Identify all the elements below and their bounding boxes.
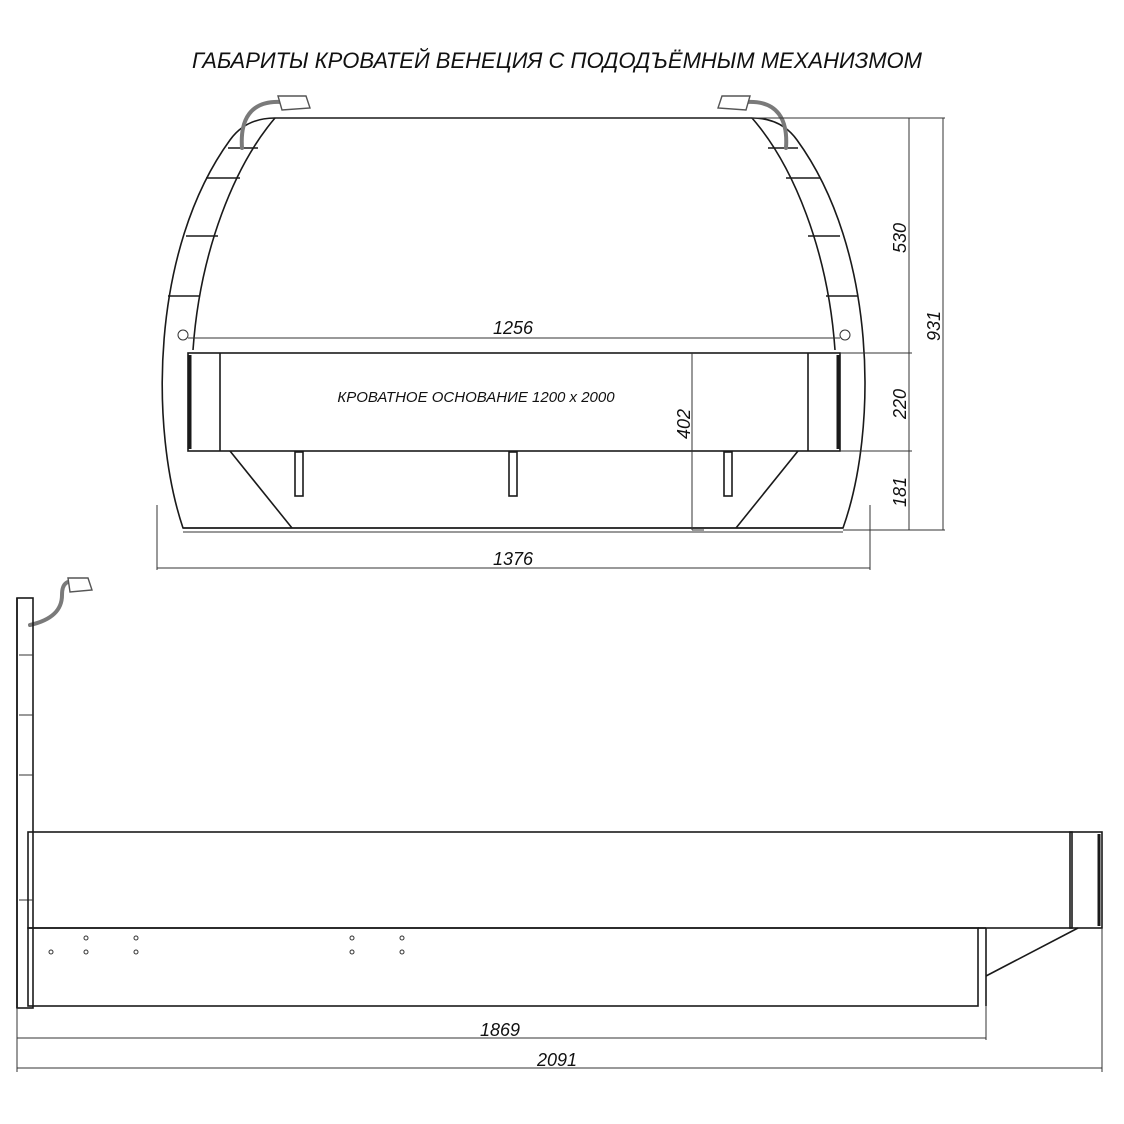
bolt-left (178, 330, 188, 340)
hardware-holes (49, 936, 404, 954)
front-view (157, 96, 945, 570)
dim-bed-height: 402 (674, 408, 694, 440)
dim-frame-length: 1869 (479, 1020, 521, 1040)
reading-lamp-icon-side (30, 578, 92, 625)
headboard-side (17, 598, 33, 1008)
dim-overall-height: 931 (924, 310, 944, 342)
dim-overall-length: 2091 (536, 1050, 578, 1070)
headboard-tiles-right (768, 148, 858, 296)
footboard-cap (1070, 832, 1102, 928)
leg-right (724, 452, 732, 496)
bed-base-label: КРОВАТНОЕ ОСНОВАНИЕ 1200 х 2000 (337, 389, 615, 406)
headboard-inner-right (752, 118, 835, 350)
drawing-title: ГАБАРИТЫ КРОВАТЕЙ ВЕНЕЦИЯ С ПОДОДЪЁМНЫМ МЕХАНИЗМОМ (192, 48, 922, 73)
bolt-right (840, 330, 850, 340)
side-view (17, 578, 1102, 1072)
leg-left (295, 452, 303, 496)
dim-overall-width: 1376 (492, 549, 534, 569)
dim-frame-height: 220 (890, 388, 910, 420)
headboard-inner-left (193, 118, 275, 350)
headboard-tiles-left (168, 148, 258, 296)
storage-box-side (28, 928, 978, 1006)
leg-center (509, 452, 517, 496)
bed-frame-side (28, 832, 1072, 928)
dim-headboard-upper: 530 (890, 222, 910, 254)
dim-leg-height: 181 (890, 476, 910, 508)
dim-inner-width: 1256 (492, 318, 534, 338)
